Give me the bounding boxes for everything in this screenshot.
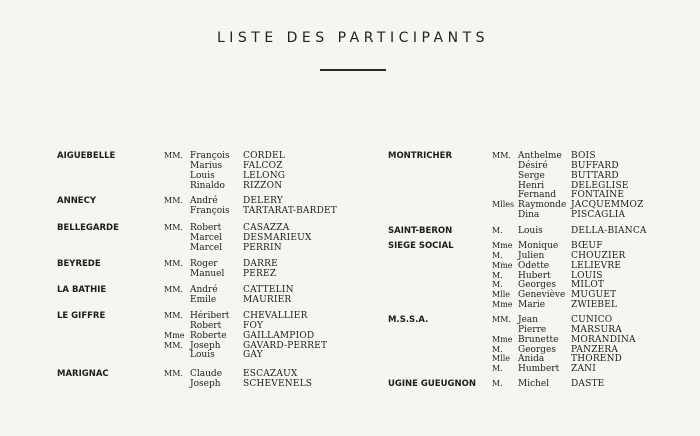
participant-first-name: Roger [190,259,218,269]
participant-last-name: MUGUET [571,290,617,301]
participant-title: MM. [492,315,511,324]
participant-last-name: CATTELIN [243,285,294,295]
page-title: LISTE DES PARTICIPANTS [216,30,490,46]
participant-last-name: CHEVALLIER [243,311,308,321]
participant-last-name: MILOT [571,280,605,291]
participant-first-name: François [190,205,230,216]
participant-first-name: Brunette [518,334,559,345]
participant-title: Mme [492,260,513,270]
participant-first-name: Joseph [190,340,221,351]
participant-first-name: Jean [518,315,539,325]
participant-first-name: Louis [190,350,215,361]
site-name: MONTRICHER [388,151,453,161]
site-name: ANNECY [57,196,97,206]
participant-last-name: DELEGLISE [571,180,629,191]
participant-first-name: Marcel [190,242,223,253]
participant-last-name: PISCAGLIA [571,210,626,221]
participant-first-name: Serge [518,170,545,181]
participant-last-name: GAVARD-PERRET [243,340,328,351]
site-name: MARIGNAC [57,369,109,379]
participant-last-name: MAURIER [243,294,292,305]
participant-title: Mme [492,334,513,344]
participant-last-name: PEREZ [243,268,277,279]
participant-first-name: Monique [518,241,559,251]
participant-first-name: Manuel [190,268,225,279]
participant-last-name: CHOUZIER [571,250,626,261]
participant-last-name: BOIS [571,151,596,161]
participant-last-name: DESMARIEUX [243,232,312,243]
participant-last-name: DELERY [243,196,283,206]
participant-last-name: ESCAZAUX [243,369,298,379]
participant-last-name: BŒUF [571,241,603,251]
participant-first-name: Georges [518,280,556,291]
participant-title: Mlles [492,200,515,210]
participant-first-name: Joseph [190,378,221,389]
participant-last-name: PERRIN [243,242,282,253]
participant-title: Mme [492,241,513,250]
site-name: SIEGE SOCIAL [388,241,454,251]
participant-last-name: FOY [243,320,264,331]
participant-title: M. [492,364,503,374]
site-name: BEYREDE [57,259,101,269]
participant-first-name: François [190,151,230,161]
title-rule [320,69,386,71]
participant-first-name: Marie [518,300,546,311]
participant-first-name: André [190,196,218,206]
participant-title: MM. [164,151,183,160]
participant-first-name: Rinaldo [190,180,225,191]
participant-first-name: Odette [518,260,550,271]
participant-title: MM. [164,285,183,294]
participant-first-name: Georges [518,344,556,355]
participant-last-name: GAY [243,350,263,361]
participant-first-name: Louis [190,170,215,181]
participant-last-name: LOUIS [571,270,603,281]
participant-first-name: André [190,285,218,295]
participant-title: M. [492,280,503,290]
participant-title: Mlle [492,354,511,364]
participant-title: M. [492,250,503,260]
site-name: UGINE GUEUGNON [388,379,476,389]
participant-last-name: DARRE [243,259,278,269]
participant-title: MM. [164,369,183,378]
participant-last-name: FONTAINE [571,190,625,201]
participant-first-name: Anthelme [518,151,562,161]
participant-last-name: RIZZON [243,180,283,191]
participant-first-name: Héribert [190,311,230,321]
participant-last-name: DELLA-BIANCA [571,226,647,236]
participant-title: M. [492,226,503,235]
participant-last-name: JACQUEMMOZ [571,200,644,211]
participant-title: M. [492,344,503,354]
participant-first-name: Julien [518,250,545,261]
participant-title: Mme [164,330,185,340]
participant-last-name: MORANDINA [571,334,636,345]
site-name: LA BATHIE [57,285,107,295]
participant-last-name: DASTE [571,379,605,389]
participant-last-name: TARTARAT-BARDET [243,205,337,216]
participant-first-name: Hubert [518,270,551,281]
site-name: BELLEGARDE [57,223,119,233]
participant-first-name: Dina [518,210,540,221]
participant-last-name: ZANI [571,364,596,375]
participant-title: MM. [164,259,183,268]
site-name: LE GIFFRE [57,311,106,321]
participant-last-name: LELIEVRE [571,260,622,271]
participant-first-name: Roberte [190,330,227,341]
participant-last-name: GAILLAMPIOD [243,330,315,341]
participant-title: MM. [164,223,183,232]
participant-title: MM. [164,311,183,320]
participant-first-name: Claude [190,369,223,379]
site-name: SAINT-BERON [388,226,453,236]
participant-last-name: BUTTARD [571,170,619,181]
participant-first-name: Robert [190,223,222,233]
participant-first-name: Henri [518,180,545,191]
participant-first-name: Fernand [518,190,557,201]
participant-first-name: Emile [190,294,217,305]
participant-last-name: CUNICO [571,315,613,325]
participant-last-name: CORDEL [243,151,286,161]
participant-last-name: MARSURA [571,324,622,335]
participant-last-name: ZWIEBEL [571,300,618,311]
participant-first-name: Robert [190,320,222,331]
participant-first-name: Marcel [190,232,223,243]
participant-first-name: Marius [190,160,223,171]
participant-last-name: FALCOZ [243,160,283,171]
participant-first-name: Humbert [518,364,560,375]
participant-first-name: Raymonde [518,200,567,211]
participant-title: M. [492,270,503,280]
participant-title: Mme [492,300,513,310]
participant-first-name: Désiré [518,160,548,171]
participant-title: MM. [164,196,183,205]
participant-title: M. [492,379,503,388]
participant-first-name: Pierre [518,324,547,335]
participant-last-name: SCHEVENELS [243,378,313,389]
participant-last-name: PANZERA [571,344,619,355]
participant-title: MM. [492,151,511,160]
participant-first-name: Michel [518,379,550,389]
participant-last-name: LELONG [243,170,286,181]
participant-first-name: Geneviève [518,290,566,301]
site-name: AIGUEBELLE [57,151,116,161]
participant-title: Mlle [492,290,511,300]
participant-first-name: Anida [518,354,545,365]
participant-last-name: THOREND [571,354,623,365]
participant-last-name: CASAZZA [243,223,290,233]
participant-last-name: BUFFARD [571,160,619,171]
participant-title: MM. [164,340,183,350]
participant-first-name: Louis [518,226,543,236]
site-name: M.S.S.A. [388,315,429,325]
